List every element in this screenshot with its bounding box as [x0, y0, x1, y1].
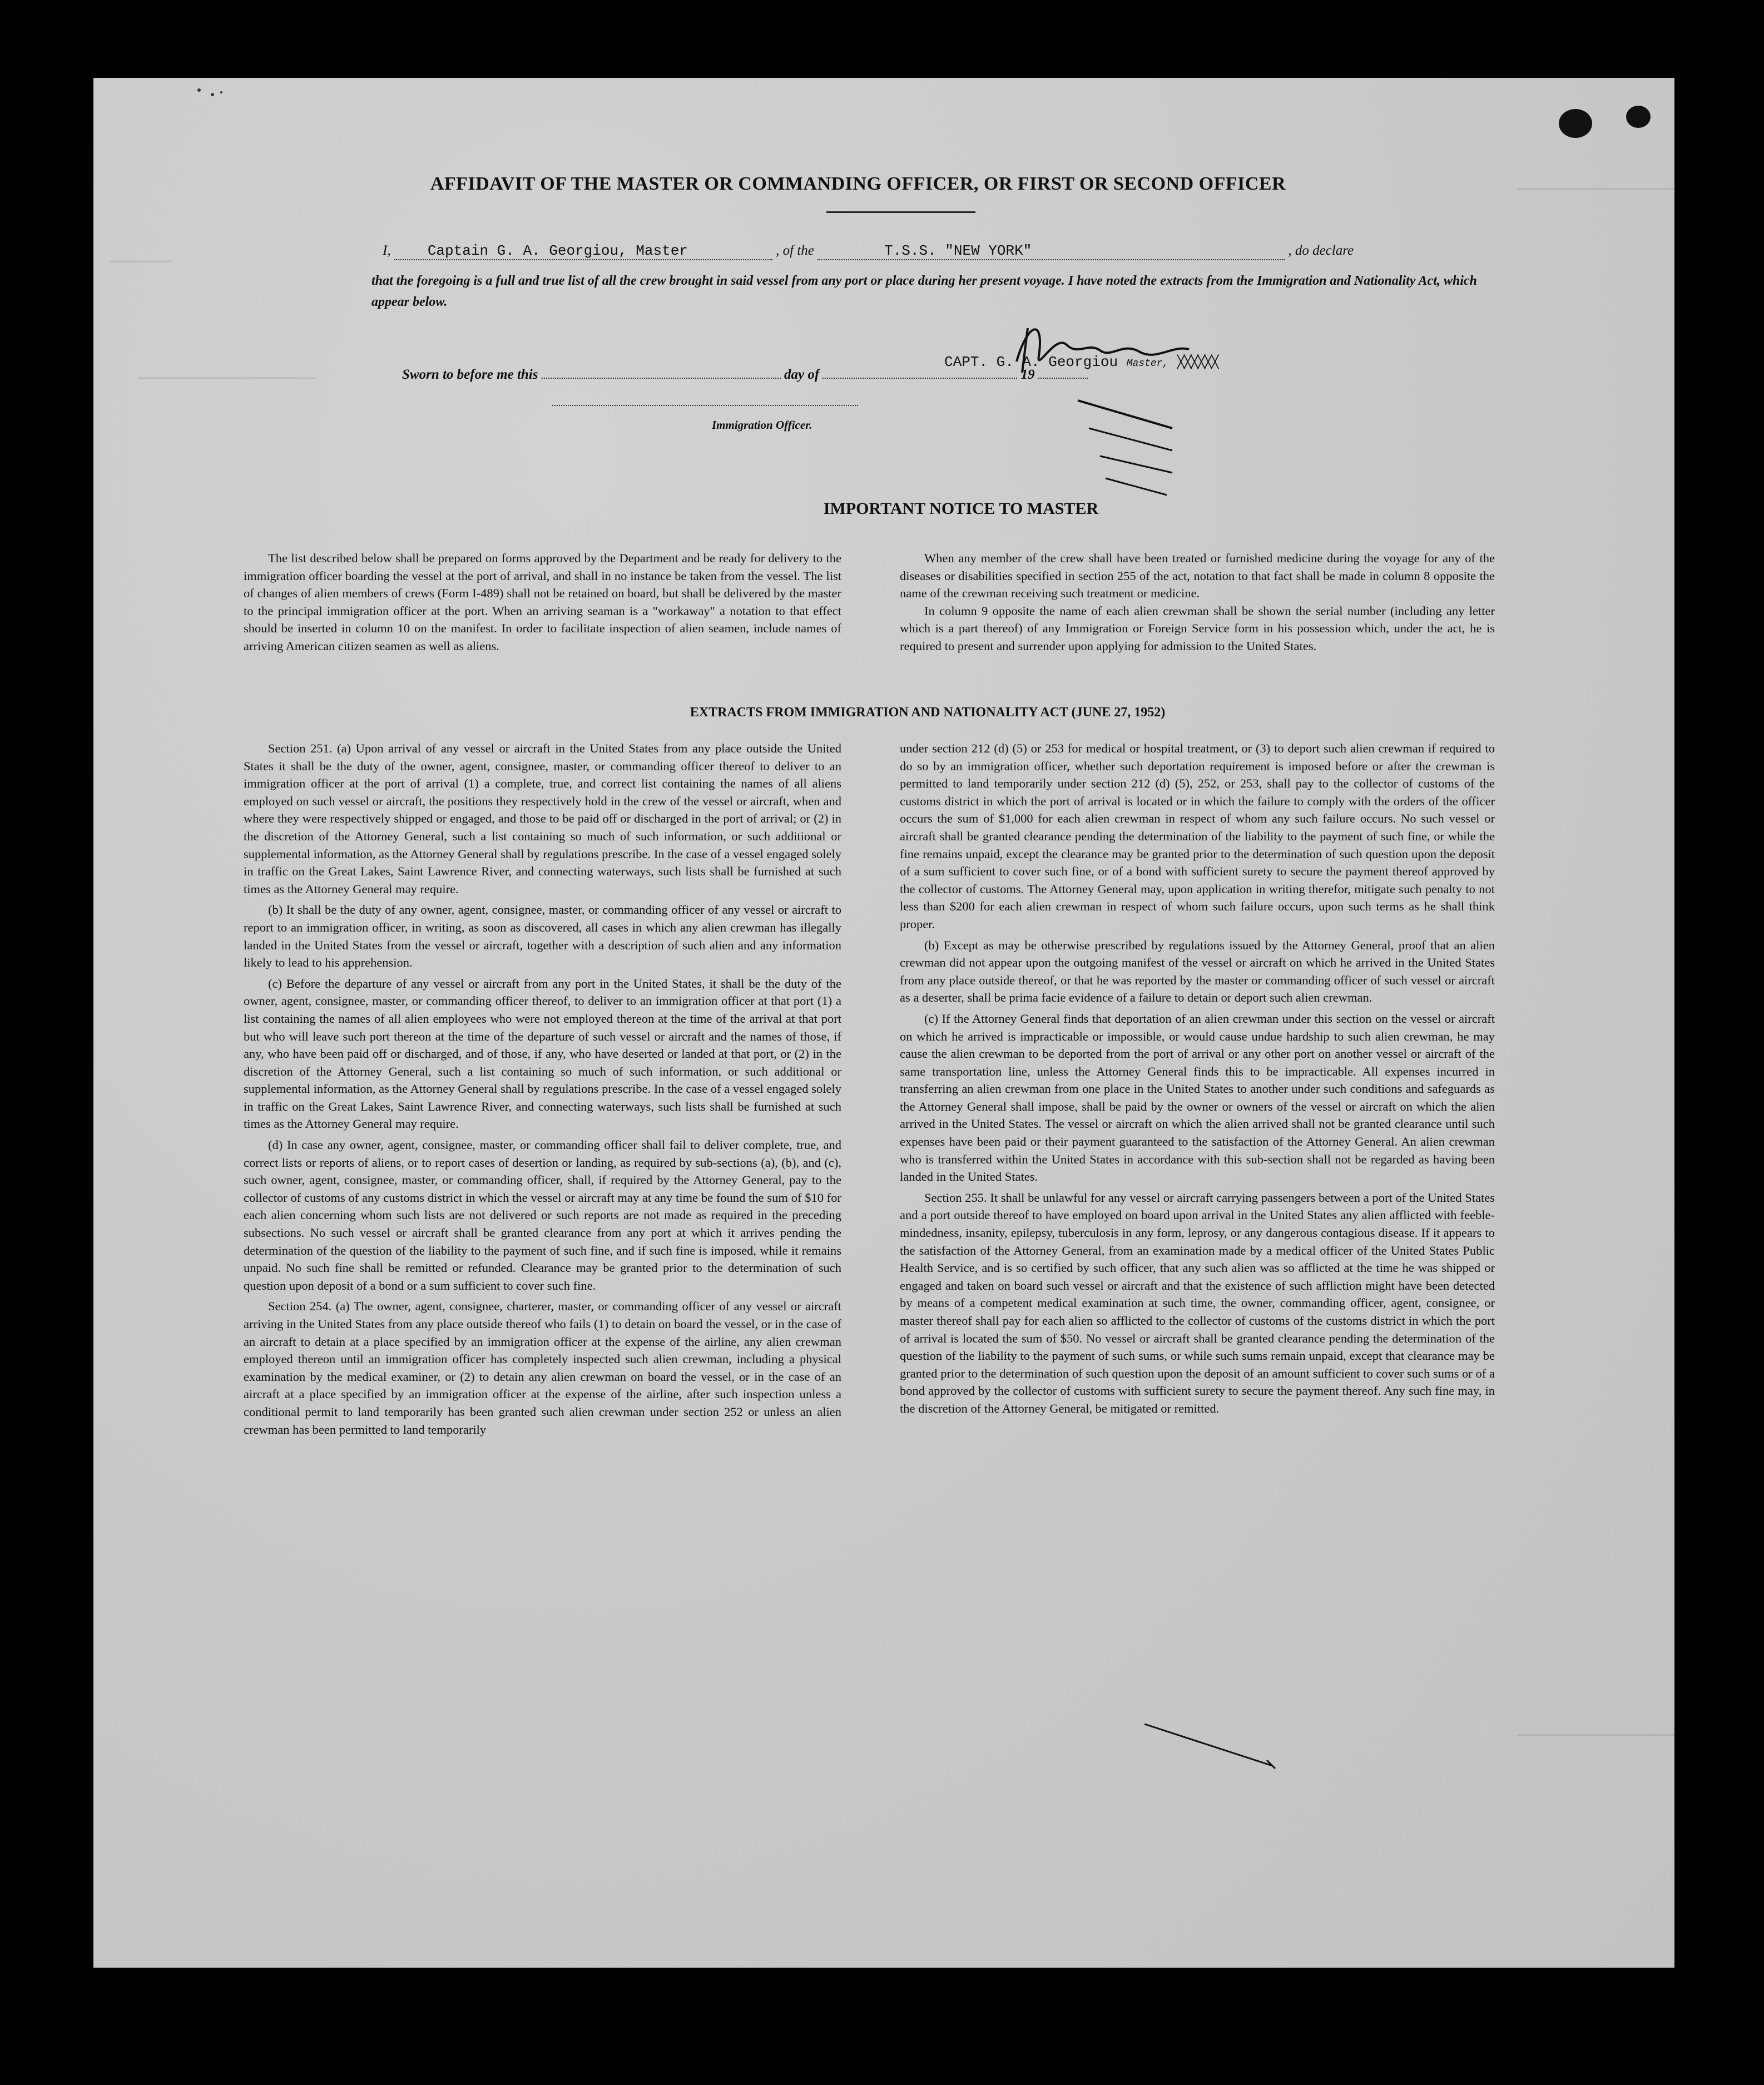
notice-paragraph: The list described below shall be prepared on forms approved by the Department and be ready for delivery to the immigration officer boarding the vessel at the port of arrival, and shall in no instance be taken from the vessel. The list of changes of alien members of crews (Form I-489) shall not be retained on board, but shall be delivered by the master to the principal immigration officer at the port. When an arriving seaman is a "workaway" a notation to that effect should be inserted in column 10 on the manifest. In order to facilitate inspection of alien seamen, include names of arriving American citizen seamen as well as aliens. — [244, 551, 841, 653]
section-251c: (c) Before the departure of any vessel or aircraft from any port in the United States, it shall be the duty of the owner, agent, consignee, master, or commanding officer thereof, to deliver to an immigration officer at that port (1) a list containing the names of all alien employees who were not employed thereon at the time of the arrival at that port but who will leave such port thereon at the time of the departure of such vessel or aircraft and the names of those, if any, who have been paid off or discharged, and of those, if any, who have deserted or landed at that port, or (2) in the discretion of the Attorney General, such a list containing so much of such information, or such additional or supplemental information, as the Attorney General shall by regulations prescribe. In the case of a vessel engaged solely in traffic on the Great Lakes, Saint Lawrence River, and connecting waterways, such lists shall be furnished at such times as the Attorney General may require. — [244, 976, 841, 1131]
law-left-column — [244, 740, 841, 1438]
notice-left-column — [244, 549, 841, 655]
master-name-field: Captain G. A. Georgiou, Master — [394, 242, 772, 260]
extracts-title: EXTRACTS FROM IMMIGRATION AND NATIONALITY ACT (JUNE 27, 1952) — [690, 705, 1166, 720]
notice-paragraph: When any member of the crew shall have been treated or furnished medicine during the voyage for any of the diseases or disabilities specified in section 255 of the act, notation to that fact shall be made in column 8 opposite the name of the crewman receiving such treatment or medicine. — [900, 551, 1495, 601]
handwritten-signature — [1005, 311, 1295, 501]
year-field — [1038, 378, 1088, 379]
struck-out-text: ╳╳╳╳╳╳ — [1177, 356, 1218, 370]
section-254a-continued: under section 212 (d) (5) or 253 for medical or hospital treatment, or (3) to deport such alien crewman if required to do so by an immigration officer, whether such deportation requirement is imposed before or after the crewman is permitted to land temporarily under section 212 (d) (5), 252, or 253, shall pay to the collector of customs of the customs district in which the port of arrival is located or in which the failure to comply with the orders of the officer occurs the sum of $1,000 for each alien crewman in respect of whom any such failure occurs. No such vessel or aircraft shall be granted clearance pending the determination of the liability to the payment of such fine, or while the fine remains unpaid, except the clearance may be granted prior to the determination of such question upon the deposit of a sum sufficient to cover such fine, or of a bond with sufficient surety to secure the payment thereof approved by the collector of customs. The Attorney General may, upon application in writing therefor, mitigate such penalty to not less than $200 for each alien crewman in respect of whom such failure occurs, upon such terms as he shall think proper. — [900, 741, 1495, 931]
affidavit-title: AFFIDAVIT OF THE MASTER OR COMMANDING OFFICER, OR FIRST OR SECOND OFFICER — [430, 174, 1286, 194]
immigration-officer-label: Immigration Officer. — [712, 418, 812, 432]
sworn-line — [402, 367, 1088, 383]
title-underline — [826, 211, 975, 213]
pen-mark — [1139, 1713, 1284, 1774]
typed-signature-name: CAPT. G. A. Georgiou — [944, 354, 1118, 370]
section-251d: (d) In case any owner, agent, consignee, master, or commanding officer shall fail to deliver complete, true, and correct lists or reports of aliens, or to report cases of desertion or landing, as required by sub-sections (a), (b), and (c), such owner, agent, consignee, master, or commanding officer, shall, if required by the Attorney General, pay to the collector of customs of any customs district in which the vessel or aircraft may at any time be found the sum of $10 for each alien concerning whom such lists are not delivered or such reports are not made as required in the preceding subsections. No such vessel or aircraft shall be granted clearance from any port at which it arrives pending the determination of the question of the liability to the payment of such fine, and if such fine is imposed, while it remains unpaid. No such fine shall be remitted or refunded. Clearance may be granted prior to the determination of such question upon deposit of a bond or a sum sufficient to cover such fine. — [244, 1138, 841, 1292]
notice-title: IMPORTANT NOTICE TO MASTER — [823, 499, 1099, 518]
section-254a: Section 254. (a) The owner, agent, consignee, charterer, master, or commanding officer of any vessel or aircraft arriving in the United States from any place outside thereof who fails (1) to detain on board the vessel, or in the case of an aircraft to detain at a place specified by an immigration officer at the expense of the airline, any alien crewman employed thereon until an immigration officer has completely inspected such alien crewman, including a physical examination by the medical examiner, or (2) to detain any alien crewman on board the vessel, or in the case of an aircraft at a place specified by an immigration officer at the expense of the airline, after such inspection unless a conditional permit to land temporarily has been granted such alien crewman under section 252 or unless an alien crewman has been permitted to land temporarily — [244, 1299, 841, 1437]
declaration-line — [383, 242, 1473, 260]
document-sheet — [93, 78, 1674, 1968]
law-right-column — [900, 740, 1495, 1418]
i-label: I, — [383, 243, 391, 258]
section-251b: (b) It shall be the duty of any owner, agent, consignee, master, or commanding officer of any vessel or aircraft to report to an immigration officer, in writing, as soon as discovered, all cases in which any alien crewman has illegally landed in the United States from the vessel or aircraft, together with a description of such alien and any information likely to lead to his apprehension. — [244, 903, 841, 970]
declare-label: , do declare — [1288, 243, 1354, 258]
notice-right-column — [900, 549, 1495, 655]
section-255: Section 255. It shall be unlawful for any vessel or aircraft carrying passengers between a port of the United States and a port outside thereof to have employed on board upon arrival in the United States any alien afflicted with feeble-mindedness, insanity, epilepsy, tuberculosis in any form, leprosy, or any dangerous contagious disease. If it appears to the satisfaction of the Attorney General, from an examination made by a medical officer of the United States Public Health Service, and is so certified by such officer, that any such alien was so afflicted at the time he was shipped or engaged and taken on board such vessel or aircraft and that the existence of such affliction might have been detected by means of a competent medical examination at such time, the owner, commanding officer, agent, consignee, or master thereof shall pay for each alien so afflicted to the collector of customs of the customs district in which the port of arrival is located the sum of $50. No vessel or aircraft shall be granted clearance pending the determination of the question of the liability to the payment of such sums, or while such sums remain unpaid, except that clearance may be granted prior to the determination of such question upon the deposit of an amount sufficient to cover such sums or of a bond approved by the collector of customs with sufficient surety to secure the payment thereof. Any such fine may, in the discretion of the Attorney General, be mitigated or remitted. — [900, 1190, 1495, 1415]
declaration-statement: that the foregoing is a full and true list of all the crew brought in said vessel from any port or place during her present voyage. I have noted the extracts from the Immigration and Nationality Act, which appear below. — [371, 274, 1477, 309]
vessel-name-field: T.S.S. "NEW YORK" — [817, 242, 1285, 260]
officer-signature-line — [552, 405, 858, 406]
section-254b: (b) Except as may be otherwise prescribed by regulations issued by the Attorney General, proof that an alien crewman did not appear upon the outgoing manifest of the vessel or aircraft on which he arrived in the United States from any place outside thereof, or that he was reported by the master or commanding officer of such vessel or aircraft as a deserter, shall be prima facie evidence of a failure to detain or deport such alien crewman. — [900, 938, 1495, 1005]
master-label: Master, — [1126, 358, 1169, 369]
day-of-label: day of — [784, 367, 820, 382]
sworn-date-field — [542, 378, 781, 379]
section-251a: Section 251. (a) Upon arrival of any vessel or aircraft in the United States from any place outside the United States it shall be the duty of the owner, agent, consignee, master, or commanding officer thereof to deliver to an immigration officer at the port of arrival (1) a complete, true, and correct list containing the names of all aliens employed on such vessel or aircraft, the positions they respectively hold in the crew of the vessel or aircraft, when and where they were respectively shipped or engaged, and those to be paid off or discharged in the port of arrival; or (2) in the discretion of the Attorney General, such a list containing so much of such information, or such additional or supplemental information, as the Attorney General shall by regulations prescribe. In the case of a vessel engaged solely in traffic on the Great Lakes, Saint Lawrence River, and connecting waterways, such lists shall be furnished at such times as the Attorney General may require. — [244, 741, 841, 896]
notice-paragraph: In column 9 opposite the name of each alien crewman shall be shown the serial number (including any letter which is a part thereof) of any Immigration or Foreign Service form in his possession which, under the act, he is required to present and surrender upon applying for admission to the United States. — [900, 603, 1495, 653]
section-254c: (c) If the Attorney General finds that deportation of an alien crewman under this section on the vessel or aircraft on which he arrived is impracticable or impossible, or would cause undue hardship to such alien crewman, he may cause the alien crewman to be deported from the port of arrival or any other port on another vessel or aircraft of the same transportation line, unless the Attorney General finds this to be impracticable. All expenses incurred in transferring an alien crewman from one place in the United States to another under such conditions and safeguards as the Attorney General shall impose, shall be paid by the owner or owners of the vessel or aircraft on which the alien arrived in the United States. The vessel or aircraft on which the alien arrived shall not be granted clearance until such expenses have been paid or their payment guaranteed to the satisfaction of the Attorney General. An alien crewman who is transferred within the United States in accordance with this sub-section shall not be regarded as having been landed in the United States. — [900, 1011, 1495, 1184]
month-field — [822, 378, 1017, 379]
year-prefix: 19 — [1020, 367, 1035, 382]
sworn-label: Sworn to before me this — [402, 367, 538, 382]
of-label: , of the — [776, 243, 814, 258]
